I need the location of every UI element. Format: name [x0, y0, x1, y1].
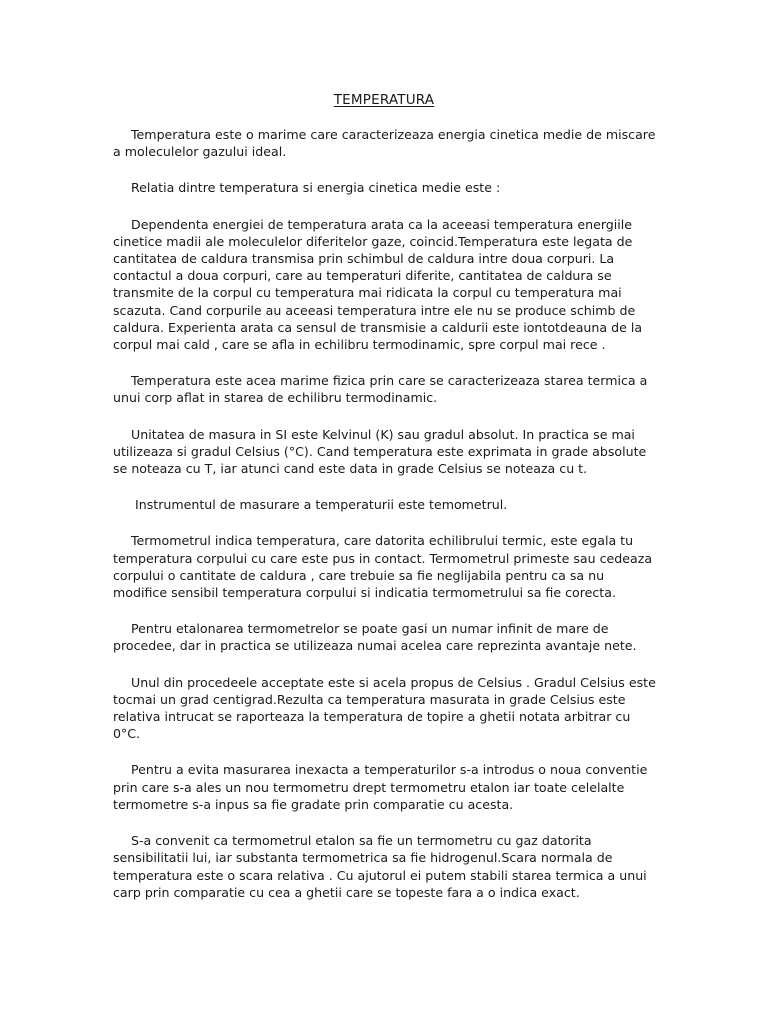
paragraph-convention: Pentru a evita masurarea inexacta a temperaturilor s-a introdus o noua conventie prin care s-a ales un nou termometru drept termometru etalon iar toate celelalte termometre s-a inpus sa fie gradate prin comparatie cu acesta. [113, 762, 648, 812]
document-body [113, 126, 658, 920]
paragraph-thermometer: Termometrul indica temperatura, care datorita echilibrului termic, este egala tu temperatura corpului cu care este pus in contact. Termometrul primeste sau cedeaza corpului o cantitate de caldura , care trebuie sa fie neglijabila pentru ca sa nu modifice sensibil temperatura corpului si indicatia termometrului sa fie corecta. [113, 533, 653, 601]
paragraph-dependence: Dependenta energiei de temperatura arata ca la aceeasi temperatura energiile cinetice madii ale moleculelor diferitelor gaze, coincid.Temperatura este legata de cantitatea de caldura transmisa prin schimbul de caldura intre doua corpuri. La contactul a doua corpuri, care au temperaturi diferite, cantitatea de caldura se transmite de la corpul cu temperatura mai ridicata la corpul cu temperatura mai scazuta. Cand corpurile au aceeasi temperatura intre ele nu se produce schimb de caldura. Experienta arata ca sensul de transmisie a caldurii este iontotdeauna de la corpul mai cald , care se afla in echilibru termodinamic, spre corpul mai rece . [113, 216, 643, 353]
paragraph-calibration: Pentru etalonarea termometrelor se poate gasi un numar infinit de mare de procedee, dar in practica se utilizeaza numai acelea care reprezinta avantaje nete. [113, 621, 637, 654]
paragraph-physical-quantity: Temperatura este acea marime fizica prin care se caracterizeaza starea termica a unui corp aflat in starea de echilibru termodinamic. [113, 373, 648, 406]
paragraph-celsius: Unul din procedeele acceptate este si acela propus de Celsius . Gradul Celsius este tocmai un grad centigrad.Rezulta ca temperatura masurata in grade Celsius este relativa intrucat se raporteaza la temperatura de topire a ghetii notata arbitrar cu 0°C. [113, 674, 656, 742]
paragraph-gas-thermometer: S-a convenit ca termometrul etalon sa fie un termometru cu gaz datorita sensibilitatii lui, iar substanta termometrica sa fie hidrogenul.Scara normala de temperatura este o scara relativa . Cu ajutorul ei putem stabili starea termica a unui carp prin comparatie cu cea a ghetii care se topeste fara a o indica exact. [113, 833, 647, 900]
paragraph-relation: Relatia dintre temperatura si energia cinetica medie este : [131, 180, 501, 196]
paragraph-instrument: Instrumentul de masurare a temperaturii este temometrul. [135, 497, 508, 513]
document-title: TEMPERATURA [333, 92, 435, 108]
paragraph-definition: Temperatura este o marime care caracterizeaza energia cinetica medie de miscare a moleculelor gazului ideal. [113, 127, 656, 160]
paragraph-units: Unitatea de masura in SI este Kelvinul (K) sau gradul absolut. In practica se mai utilizeaza si gradul Celsius (°C). Cand temperatura este exprimata in grade absolute se noteaza cu T, iar atunci cand este data in grade Celsius se noteaza cu t. [113, 426, 647, 477]
